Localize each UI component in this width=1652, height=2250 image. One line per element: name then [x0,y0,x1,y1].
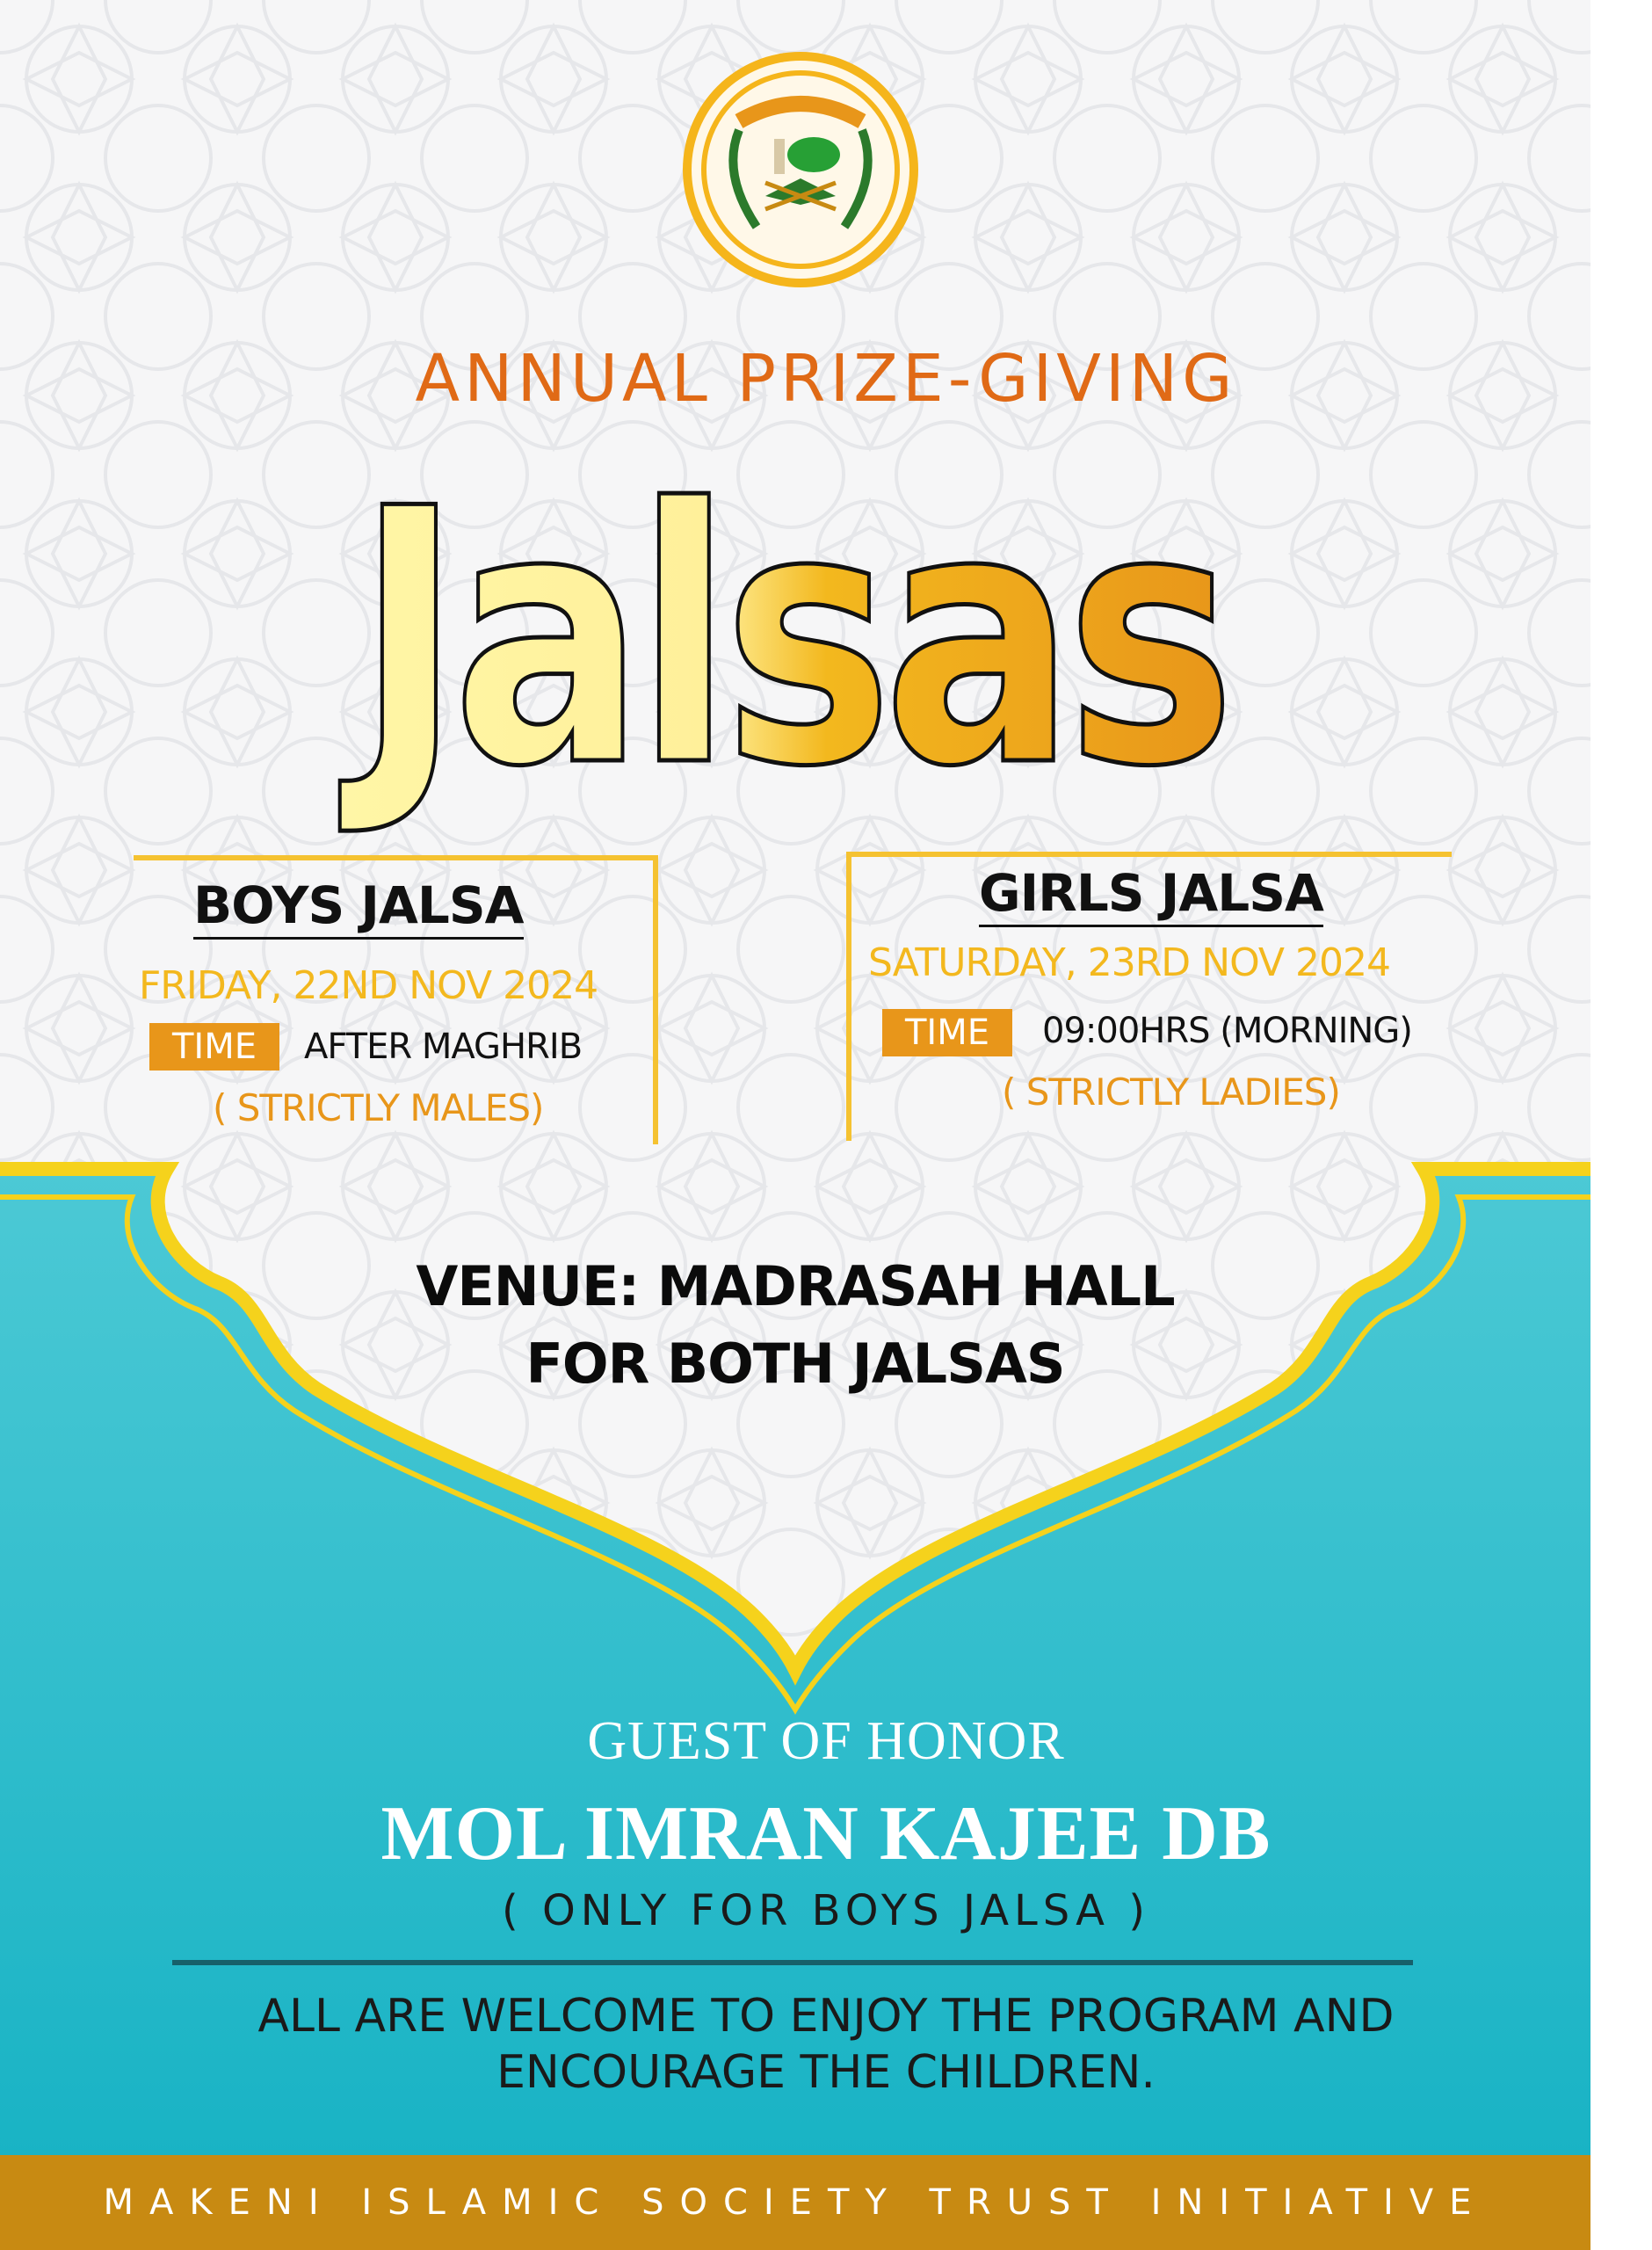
headline-text: Jalsas [337,435,1227,844]
girls-jalsa-date: SATURDAY, 23RD NOV 2024 [868,940,1390,985]
venue-line-1: VENUE: MADRASAH HALL [416,1254,1175,1318]
footer-bar [0,2155,1590,2250]
girls-jalsa-panel [845,851,1452,1141]
girls-jalsa-note: ( STRICTLY LADIES) [1002,1071,1340,1114]
footer-text: MAKENI ISLAMIC SOCIETY TRUST INITIATIVE [103,2182,1488,2223]
welcome-line-1: ALL ARE WELCOME TO ENJOY THE PROGRAM AND [257,1990,1395,2043]
boys-time-value: AFTER MAGHRIB [304,1027,583,1067]
venue-line-2: FOR BOTH JALSAS [525,1332,1065,1396]
welcome-line-2: ENCOURAGE THE CHILDREN. [496,2046,1156,2099]
guest-of-honor-note: ( ONLY FOR BOYS JALSA ) [502,1886,1150,1935]
venue-block [0,1248,1590,1403]
boys-jalsa-title: BOYS JALSA [193,875,524,940]
boys-jalsa-panel [132,854,659,1144]
guest-of-honor-name: MOL IMRAN KAJEE DB [380,1791,1272,1876]
boys-jalsa-note: ( STRICTLY MALES) [213,1086,544,1129]
madrasah-seal-icon [677,51,924,288]
girls-time-label: TIME [882,1009,1012,1056]
girls-jalsa-title: GIRLS JALSA [979,863,1323,927]
boys-time-label: TIME [149,1023,279,1071]
girls-time-value: 09:00HRS (MORNING) [1042,1011,1412,1051]
welcome-message [0,1988,1652,2101]
divider-line [172,1960,1413,1965]
guest-of-honor-label: GUEST OF HONOR [587,1711,1065,1771]
event-headline [337,435,1239,844]
event-subtitle: ANNUAL PRIZE-GIVING [415,341,1237,417]
boys-jalsa-date: FRIDAY, 22ND NOV 2024 [139,963,598,1008]
